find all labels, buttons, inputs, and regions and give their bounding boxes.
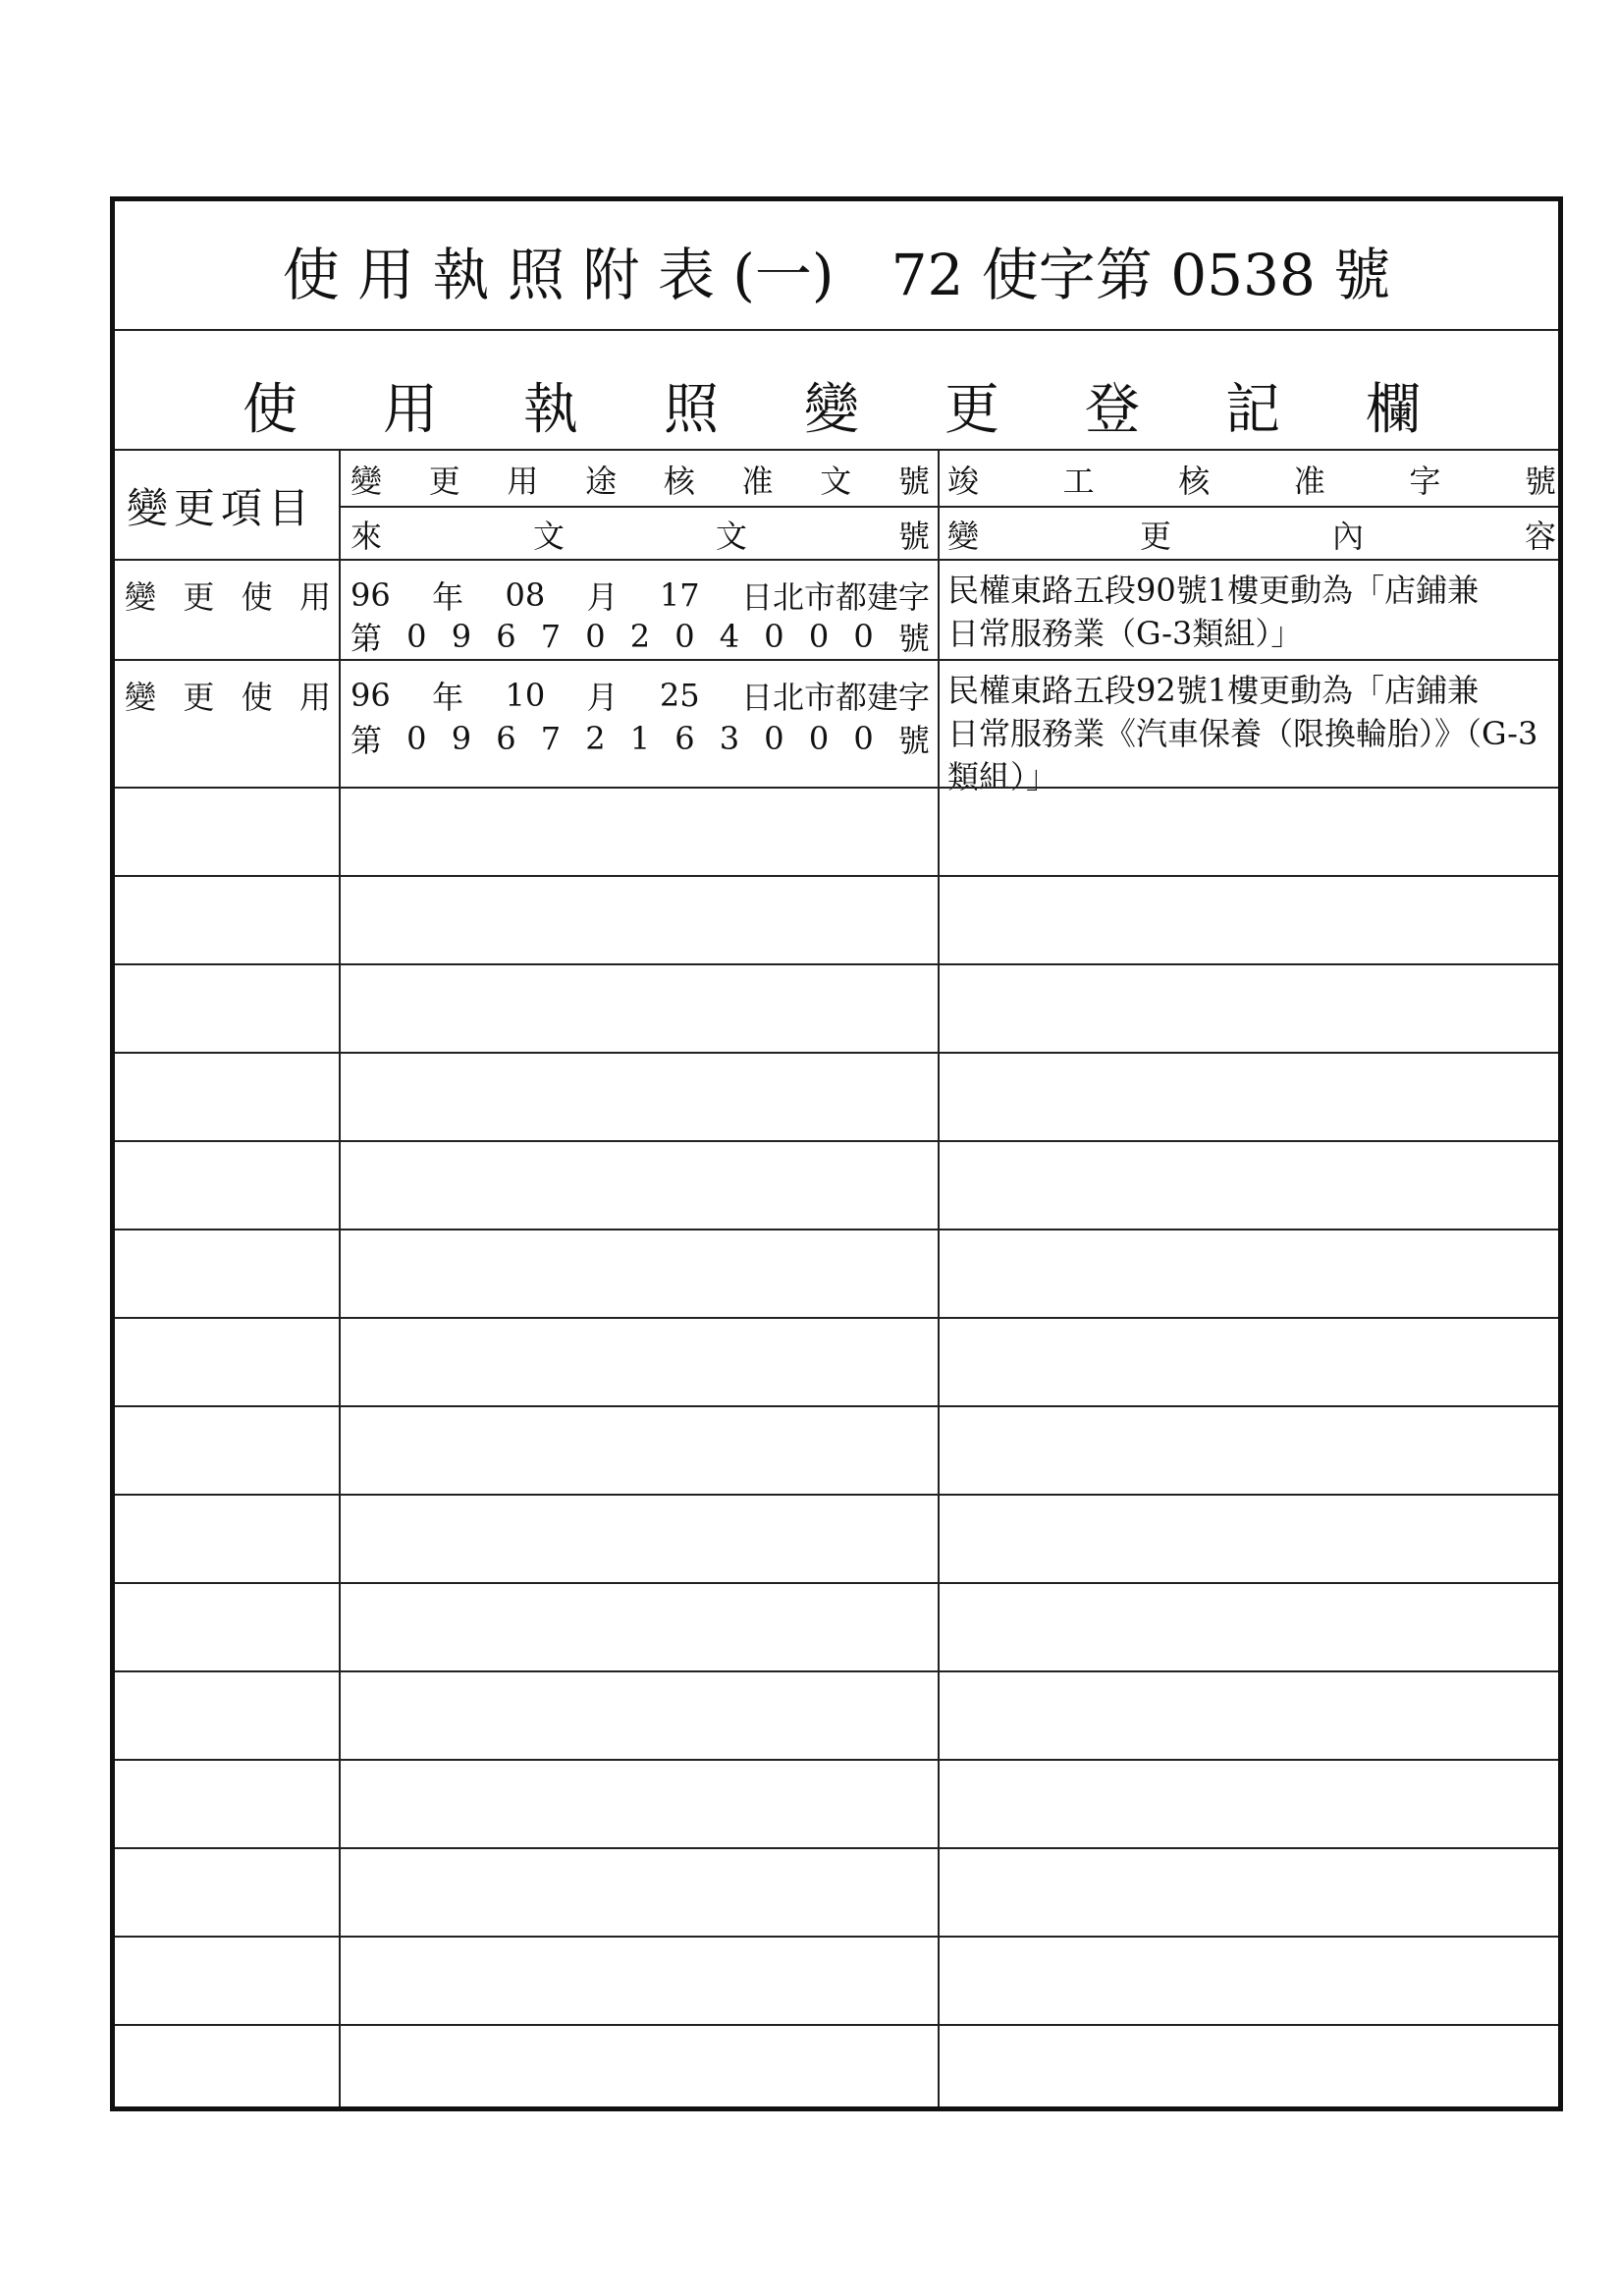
completion-header-char-2: 工: [1062, 463, 1095, 500]
row-1-doc-line-2-part-7: 2: [629, 618, 651, 655]
row-2-content-line-1: 民權東路五段92號1樓更動為「店鋪兼: [947, 672, 1480, 709]
row-1-doc-line-2-part-9: 4: [719, 618, 740, 655]
row-1-divider: [115, 659, 1558, 661]
section-heading-char-8: 記: [1225, 378, 1280, 442]
row-2-divider: [115, 787, 1558, 789]
empty-row-divider-1: [115, 875, 1558, 877]
row-2-doc-line-2-part-13: 號: [897, 722, 930, 759]
row-1-item-char-4: 用: [298, 578, 331, 616]
empty-row-divider-8: [115, 1494, 1558, 1496]
row-2-doc-line-2-part-11: 0: [808, 720, 830, 757]
row-1-doc-line-1-part-1: 96: [351, 576, 391, 614]
header-change-item: 變更項目: [127, 484, 316, 532]
row-1-doc-line-2-part-1: 第: [351, 620, 383, 657]
row-2-doc-line-2-part-1: 第: [351, 722, 383, 759]
section-heading-char-3: 執: [523, 378, 578, 442]
incoming-header-char-4: 號: [897, 518, 930, 555]
incoming-header-char-3: 文: [715, 518, 747, 555]
row-1-content-line-1: 民權東路五段90號1樓更動為「店鋪兼: [947, 572, 1480, 609]
section-heading-char-6: 更: [944, 378, 999, 442]
row-2-item-char-2: 更: [183, 679, 215, 716]
row-1-doc-line-2-part-10: 0: [764, 618, 784, 655]
empty-row-divider-4: [115, 1140, 1558, 1142]
title-divider: [115, 329, 1558, 331]
section-heading-char-9: 欄: [1366, 378, 1421, 442]
row-1-doc-line-1-part-3: 08: [505, 576, 546, 614]
header-incoming-doc-no: [351, 512, 930, 557]
completion-header-char-5: 字: [1409, 463, 1441, 500]
section-heading-char-1: 使: [243, 378, 297, 442]
row-1-item-char-2: 更: [183, 578, 215, 616]
row-1-doc-line-2: [351, 614, 930, 659]
form-title: 使 用 執 照 附 表 (一) 72 使字第 0538 號: [282, 242, 1391, 308]
content-header-char-4: 容: [1524, 518, 1556, 555]
row-2-doc-line-2-part-9: 3: [719, 720, 740, 757]
row-1-doc-line-2-part-5: 7: [540, 618, 562, 655]
incoming-header-char-1: 來: [351, 518, 383, 555]
row-1-item-char-3: 使: [241, 578, 273, 616]
completion-header-char-3: 核: [1178, 463, 1211, 500]
row-1-change-item: [125, 573, 331, 618]
row-2-change-content: [947, 673, 1537, 794]
row-1-doc-line-2-part-13: 號: [897, 620, 930, 657]
row-2-content-line-3: 類組）」: [947, 758, 1058, 795]
row-2-doc-line-2-part-8: 6: [674, 720, 695, 757]
row-2-doc-line-1-part-3: 10: [505, 677, 546, 714]
row-2-doc-line-2: [351, 716, 930, 761]
row-2-doc-line-2-part-7: 1: [629, 720, 651, 757]
header-bottom-divider: [115, 559, 1558, 561]
completion-header-char-4: 准: [1293, 463, 1325, 500]
row-1-change-content: [947, 573, 1479, 651]
approval-header-char-5: 核: [663, 463, 695, 500]
header-approval-doc-no: [351, 457, 930, 502]
content-header-char-3: 內: [1331, 518, 1364, 555]
column-divider-1: [339, 449, 341, 2106]
row-2-doc-line-2-part-3: 9: [451, 720, 472, 757]
row-2-doc-line-2-part-4: 6: [496, 720, 516, 757]
section-heading-char-7: 登: [1085, 378, 1140, 442]
incoming-header-char-2: 文: [532, 518, 565, 555]
row-2-doc-line-1-part-1: 96: [351, 677, 391, 714]
license-appendix-form: [110, 196, 1563, 2111]
section-heading-char-4: 照: [664, 378, 719, 442]
row-1-doc-line-2-part-2: 0: [406, 618, 427, 655]
empty-row-divider-12: [115, 1847, 1558, 1849]
approval-header-char-1: 變: [351, 463, 383, 500]
row-1-doc-line-2-part-3: 9: [451, 618, 472, 655]
empty-row-divider-10: [115, 1670, 1558, 1672]
column-divider-2: [938, 449, 940, 2106]
row-1-item-char-1: 變: [125, 578, 157, 616]
approval-header-char-7: 文: [820, 463, 852, 500]
header-change-content: [947, 512, 1556, 557]
section-heading-char-2: 用: [383, 378, 438, 442]
row-2-doc-line-2-part-12: 0: [853, 720, 874, 757]
approval-header-char-4: 途: [585, 463, 618, 500]
row-2-content-line-2: 日常服務業《汽車保養（限換輪胎）》（G-3: [947, 715, 1538, 752]
approval-header-char-3: 用: [507, 463, 539, 500]
header-completion-no: [947, 457, 1556, 502]
subtitle-divider: [115, 449, 1558, 451]
row-2-item-char-4: 用: [298, 679, 331, 716]
empty-row-divider-2: [115, 963, 1558, 965]
row-2-doc-line-1-part-4: 月: [586, 679, 619, 716]
content-header-char-2: 更: [1139, 518, 1171, 555]
row-1-doc-line-1: [351, 573, 930, 618]
row-2-item-char-3: 使: [241, 679, 273, 716]
row-1-doc-line-1-part-6: 日北市都建字: [740, 578, 930, 616]
row-1-doc-line-2-part-11: 0: [808, 618, 830, 655]
section-heading-char-5: 變: [804, 378, 859, 442]
row-1-doc-line-1-part-4: 月: [586, 578, 619, 616]
row-2-doc-line-2-part-5: 7: [540, 720, 562, 757]
approval-header-char-2: 更: [428, 463, 460, 500]
empty-row-divider-9: [115, 1582, 1558, 1584]
completion-header-char-1: 竣: [947, 463, 980, 500]
row-2-doc-line-1-part-2: 年: [432, 679, 464, 716]
content-header-char-1: 變: [947, 518, 980, 555]
row-2-change-item: [125, 673, 331, 718]
row-1-doc-line-2-part-6: 0: [585, 618, 606, 655]
row-1-doc-line-2-part-8: 0: [674, 618, 695, 655]
approval-header-char-6: 准: [741, 463, 774, 500]
row-1-content-line-2: 日常服務業（G-3類組）」: [947, 615, 1303, 652]
completion-header-char-6: 號: [1524, 463, 1556, 500]
empty-row-divider-6: [115, 1317, 1558, 1319]
empty-row-divider-5: [115, 1229, 1558, 1230]
section-heading: [243, 366, 1421, 445]
row-2-doc-line-2-part-2: 0: [406, 720, 427, 757]
row-1-doc-line-2-part-12: 0: [853, 618, 874, 655]
row-1-doc-line-1-part-5: 17: [659, 576, 700, 614]
row-2-doc-line-2-part-6: 2: [585, 720, 606, 757]
approval-header-char-8: 號: [897, 463, 930, 500]
row-2-doc-line-2-part-10: 0: [764, 720, 784, 757]
empty-row-divider-7: [115, 1405, 1558, 1407]
row-2-doc-line-1-part-5: 25: [659, 677, 700, 714]
row-2-doc-line-1: [351, 673, 930, 718]
empty-row-divider-14: [115, 2024, 1558, 2026]
row-1-doc-line-2-part-4: 6: [496, 618, 516, 655]
header-mid-divider: [339, 506, 1558, 508]
empty-row-divider-11: [115, 1759, 1558, 1761]
empty-row-divider-13: [115, 1936, 1558, 1938]
row-1-doc-line-1-part-2: 年: [432, 578, 464, 616]
empty-row-divider-3: [115, 1052, 1558, 1054]
row-2-doc-line-1-part-6: 日北市都建字: [740, 679, 930, 716]
row-2-item-char-1: 變: [125, 679, 157, 716]
